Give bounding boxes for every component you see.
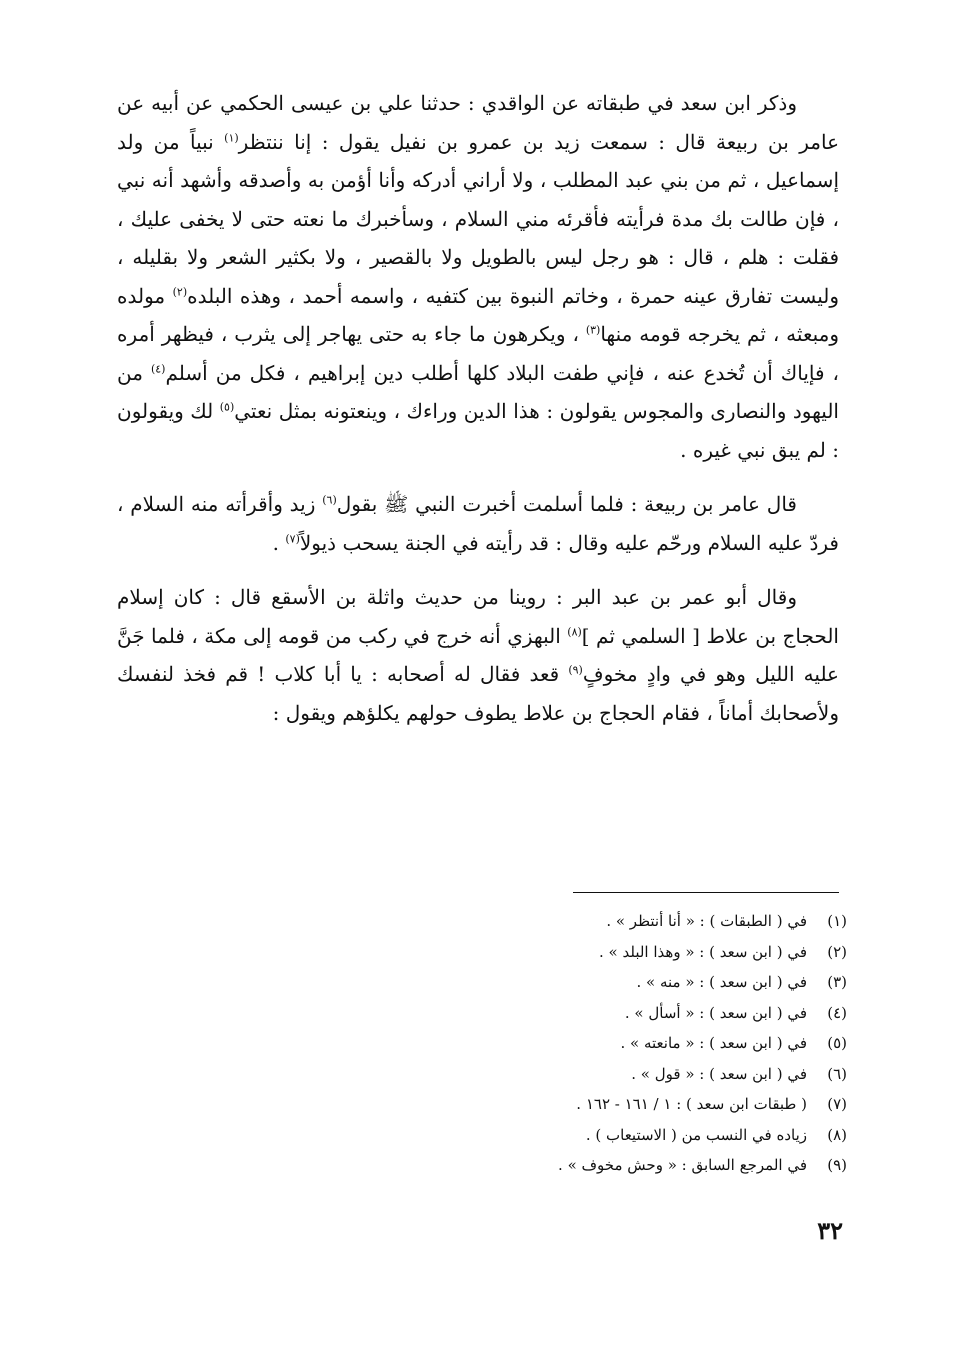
footnote-ref: (٨) xyxy=(567,624,582,638)
footnote-number: (٤) xyxy=(827,1003,847,1022)
footnote-item xyxy=(427,967,847,998)
text-run: . xyxy=(272,530,286,555)
footnote-separator xyxy=(573,892,839,893)
footnote-text: في ( ابن سعد ) : « قول » . xyxy=(631,1064,807,1083)
text-run: ، ويكرهون ما جاء به حتى يهاجر إلى يثرب ، فيظهر أمره ، فإياك أن تُخدع عنه ، فإني طفت البلاد كلها أطلب دين إبراهيم ، فكل من أسلم xyxy=(117,322,840,385)
footnote-text: في ( ابن سعد ) : « أسأل » . xyxy=(624,1003,807,1022)
footnote-ref: (٢) xyxy=(172,284,188,298)
text-run: وقال أبو عمر بن عبد البر : روينا من حديث واثلة بن الأسقع قال : كان إسلام الحجاج بن علاط [ السلمي ثم ] xyxy=(117,585,839,648)
footnote-ref: (٦) xyxy=(322,493,337,507)
text-run: زيد وأقرأته منه السلام ، فردّ عليه السلام ورحّم عليه وقال : قد رأيته في الجنة يسحب ذيولاً xyxy=(117,492,839,555)
footnote-item xyxy=(427,1150,847,1181)
footnote-item xyxy=(427,937,847,968)
footnote-text: في ( ابن سعد ) : « مانعته » . xyxy=(620,1034,807,1052)
paragraph-1 xyxy=(117,84,839,469)
footnote-text: في ( الطبقات ) : « أنا أنتظر » . xyxy=(606,912,807,930)
footnote-ref: (٥) xyxy=(219,400,235,414)
text-run: البهزي أنه خرج في ركب من قومه إلى مكة ، فلما جَنَّ عليه الليل وهو في وادٍ مخوفٍ xyxy=(117,623,839,686)
footnote-ref: (٣) xyxy=(585,323,601,337)
footnote-item xyxy=(427,1089,847,1120)
footnote-item xyxy=(427,1120,847,1151)
footnote-text: ( طبقات ابن سعد ) : ١ / ١٦١ - ١٦٢ . xyxy=(576,1095,807,1113)
footnote-number: (٦) xyxy=(827,1064,847,1083)
text-run: وذكر ابن سعد في طبقاته عن الواقدي : حدثنا علي بن عيسى الحكمي عن أبيه عن عامر بن ربيعة قال : سمعت زيد بن عمرو بن نفيل يقول : إنا ننتظر xyxy=(117,91,839,154)
footnote-number: (٧) xyxy=(827,1095,847,1113)
paragraph-3 xyxy=(117,578,839,732)
footnote-number: (١) xyxy=(827,912,847,930)
footnote-text: في ( ابن سعد ) : « وهذا البلد » . xyxy=(599,942,807,961)
footnote-item xyxy=(427,906,847,937)
footnote-item xyxy=(427,1059,847,1090)
footnote-number: (٨) xyxy=(827,1125,847,1144)
footnote-number: (٣) xyxy=(827,973,847,991)
footnote-text: في المرجع السابق : « وحش مخوف » . xyxy=(558,1156,807,1174)
footnote-ref: (٩) xyxy=(568,663,583,677)
footnotes xyxy=(427,906,847,1181)
main-text xyxy=(117,84,839,732)
footnote-ref: (٧) xyxy=(285,531,300,545)
text-run: لك ويقولون : لم يبق نبي غيره . xyxy=(117,399,839,462)
footnote-number: (٢) xyxy=(827,942,847,961)
paragraph-2 xyxy=(117,485,839,562)
text-run: مولده ومبعثه ، ثم يخرجه قومه منها xyxy=(117,283,839,346)
footnote-ref: (٤) xyxy=(150,361,166,375)
text-run: قال عامر بن ربيعة : فلما أسلمت أخبرت النبي ﷺ بقول xyxy=(336,492,797,516)
text-run: قعد فقال له أصحابه : يا أبا كلاب ! قم فخذ لنفسك ولأصحابك أماناً ، فقام الحجاج بن علاط يطوف حولهم يكلؤهم ويقول : xyxy=(117,662,839,725)
footnote-number: (٥) xyxy=(827,1034,847,1052)
footnote-text: زياده في النسب من ( الاستيعاب ) . xyxy=(585,1125,807,1144)
page-number: ٣٢ xyxy=(817,1216,843,1245)
footnote-item xyxy=(427,1028,847,1059)
footnote-item xyxy=(427,998,847,1029)
footnote-ref: (١) xyxy=(224,130,239,144)
footnote-text: في ( ابن سعد ) : « منه » . xyxy=(636,973,807,991)
text-run: من اليهود والنصارى والمجوس يقولون : هذا الدين وراءك ، وينعتونه بمثل نعتي xyxy=(117,360,839,423)
text-run: نبياً من ولد إسماعيل ، ثم من بني عبد المطلب ، ولا أراني أدركه وأنا أؤمن به وأصدقه وأشهد أنه نبي ، فإن طالت بك مدة فرأيته فأقرئه مني السلام ، وسأخبرك ما نعته حتى لا يخفى عليك ، فقلت : هلم ، قال : هو رجل ليس بالطويل ولا بالقصير ، ولا بكثير الشعر ولا بقليله ، وليست تفارق عينه حمرة ، وخاتم النبوة بين كتفيه ، واسمه أحمد ، وهذه البلده xyxy=(117,129,839,308)
footnote-number: (٩) xyxy=(827,1156,847,1174)
